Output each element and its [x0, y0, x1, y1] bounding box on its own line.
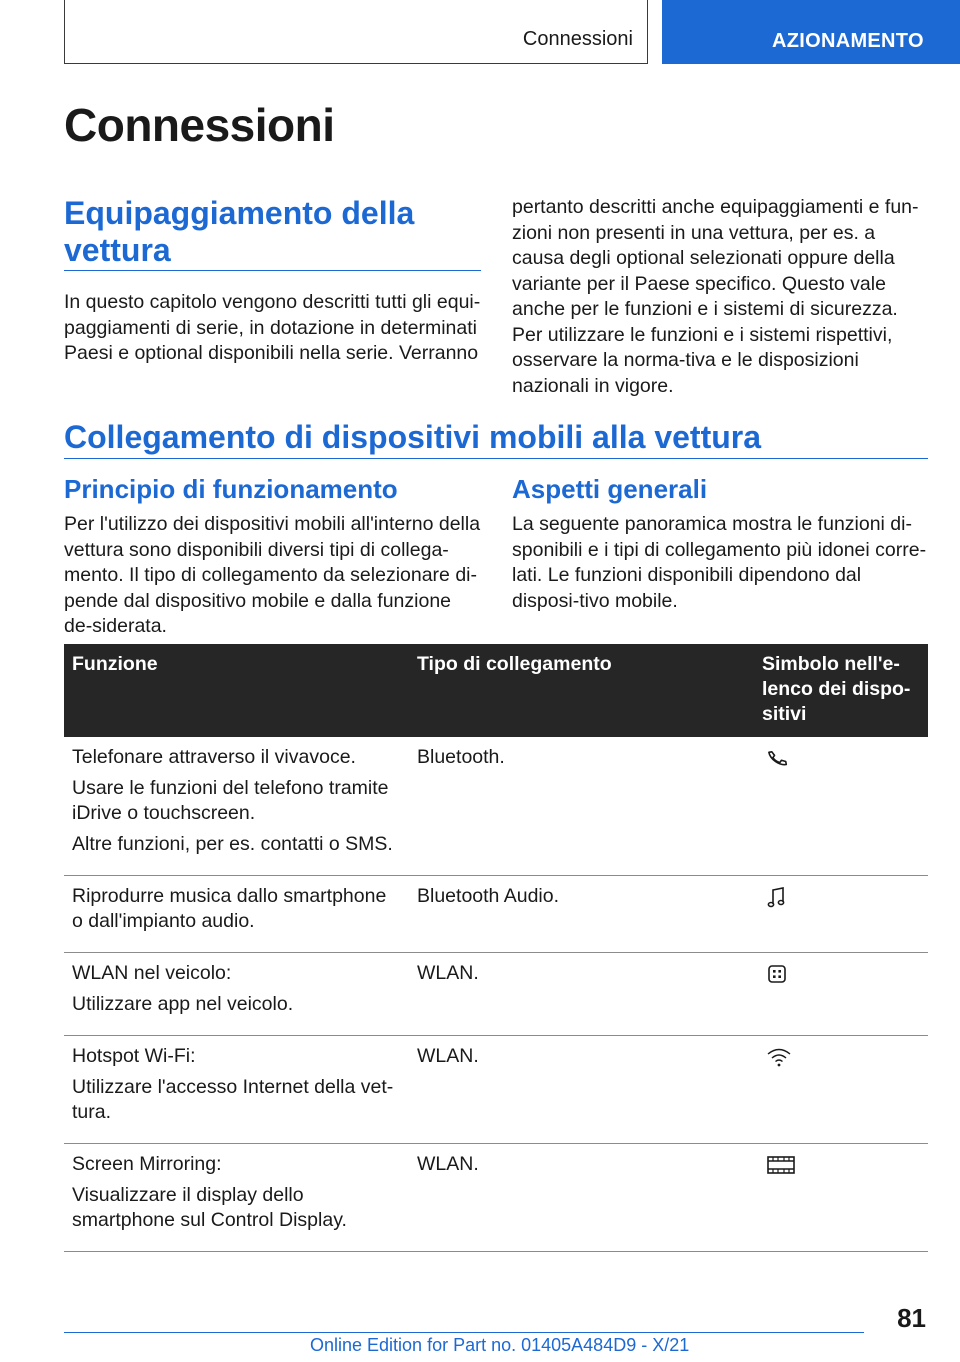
cell-tipo: WLAN. — [409, 1036, 754, 1144]
table-row — [64, 1144, 928, 1252]
cell-simbolo — [754, 1036, 928, 1144]
column-header-funzione: Funzione — [64, 644, 409, 737]
paragraph-equipaggiamento-right: pertanto descritti anche equipaggiamenti e fun-zioni non presenti in una vettura, per es. a causa degli optional selezionati oppure della variante per il Paese specifico. Questo vale anche per le funzioni e i sistemi di sicurezza. Per utilizzare le funzioni e i sistemi rispettivi, osservare la norma-tiva e le disposizioni nazionali in vigore. — [512, 196, 919, 397]
footer-divider — [64, 1332, 864, 1333]
chapter-tab-label: AZIONAMENTO — [772, 30, 924, 52]
section-tab-label: Connessioni — [522, 28, 633, 50]
page-number: 81 — [897, 1303, 926, 1333]
table-header-row — [64, 644, 928, 737]
page-title: Connessioni — [64, 99, 335, 151]
paragraph-aspetti: La seguente panoramica mostra le funzioni di-sponibili e i tipi di collegamento più idonei corre-lati. Le funzioni disponibili dipendono dal disposi-tivo mobile. — [512, 513, 927, 612]
cell-tipo: WLAN. — [409, 1144, 754, 1252]
table-row — [64, 953, 928, 1036]
cell-funzione: WLAN nel veicolo: Utilizzare app nel veicolo. — [64, 953, 409, 1036]
screen-mirroring-icon — [766, 1154, 796, 1183]
section-divider — [64, 458, 928, 459]
cell-simbolo — [754, 876, 928, 953]
header-section-tab — [64, 0, 648, 64]
cell-funzione: Telefonare attraverso il vivavoce. Usare le funzioni del telefono tramite iDrive o touchscreen. Altre funzioni, per es. contatti o SMS. — [64, 737, 409, 876]
music-note-icon — [766, 886, 788, 917]
subheading-principio: Principio di funzionamento — [64, 474, 398, 504]
apps-icon — [766, 963, 788, 992]
header-chapter-tab — [662, 0, 960, 64]
table-row — [64, 737, 928, 876]
section-heading-collegamento: Collegamento di dispositivi mobili alla vettura — [64, 419, 762, 455]
connections-table — [64, 644, 928, 1252]
cell-simbolo — [754, 737, 928, 876]
table-row — [64, 1036, 928, 1144]
wifi-icon — [766, 1046, 792, 1075]
cell-simbolo — [754, 953, 928, 1036]
paragraph-principio: Per l'utilizzo dei dispositivi mobili all'interno della vettura sono disponibili diversi tipi di collega-mento. Il tipo di collegamento da selezionare di-pende dal dispositivo mobile e dalla funzione de-siderata. — [64, 513, 481, 637]
cell-simbolo — [754, 1144, 928, 1252]
cell-funzione: Riprodurre musica dallo smartphone o dall'impianto audio. — [64, 876, 409, 953]
section-divider — [64, 270, 481, 271]
phone-icon — [766, 747, 788, 776]
column-header-simbolo: Simbolo nell'e-lenco dei dispo-sitivi — [754, 644, 928, 737]
cell-tipo: Bluetooth Audio. — [409, 876, 754, 953]
footer-edition: Online Edition for Part no. 01405A484D9 - X/21 — [310, 1335, 690, 1355]
cell-funzione: Screen Mirroring: Visualizzare il display dello smartphone sul Control Display. — [64, 1144, 409, 1252]
section-heading-equipaggiamento: Equipaggiamento della vettura — [64, 195, 415, 268]
cell-tipo: WLAN. — [409, 953, 754, 1036]
cell-funzione: Hotspot Wi-Fi: Utilizzare l'accesso Internet della vet-tura. — [64, 1036, 409, 1144]
subheading-aspetti: Aspetti generali — [512, 474, 708, 504]
column-header-tipo: Tipo di collegamento — [409, 644, 754, 737]
table-row — [64, 876, 928, 953]
cell-tipo: Bluetooth. — [409, 737, 754, 876]
paragraph-equipaggiamento-left: In questo capitolo vengono descritti tutti gli equi-paggiamenti di serie, in dotazione in determinati Paesi e optional disponibili nella serie. Verranno — [64, 291, 481, 364]
